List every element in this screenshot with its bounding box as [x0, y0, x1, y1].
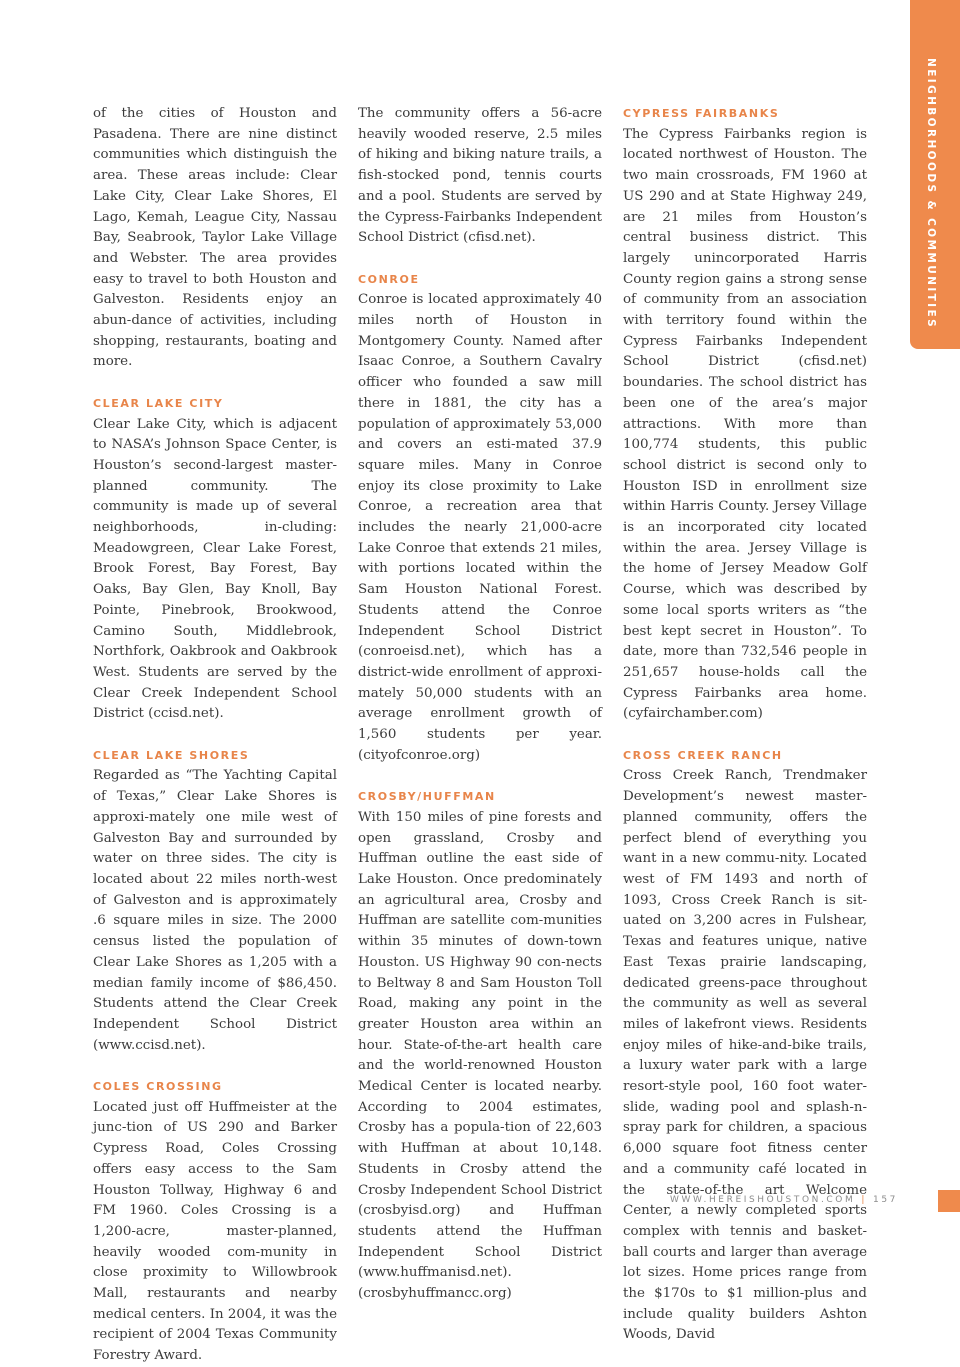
section-clear-lake-shores	[93, 746, 337, 1057]
section-body: The Cypress Fairbanks region is located northwest of Houston. The two main crossroads, FM 1960 at US 290 and at State Highway 249, are 21 miles from Houston’s central business district. This largely unincorporated Harris County region gains a strong sense of community from an association with territory found within the Cypress Fairbanks Independent School District (cfisd.net) boundaries. The school district has been one of the area’s major attractions. With more than 100,774 students, this public school district is second only to Houston ISD in enrollment size within Harris County. Jersey Village is an incorporated city located within the area. Jersey Village is the home of Jersey Meadow Golf Course, which was described by some local sports writers as “the best kept secret in Houston”. To date, more than 732,546 people in 251,657 house-holds call the Cypress Fairbanks area home. (cyfairchamber.com)	[623, 126, 867, 722]
text-column-1	[93, 104, 337, 1367]
section-coles-crossing	[93, 1077, 337, 1367]
section-heading: CLEAR LAKE CITY	[93, 396, 224, 410]
section-heading: CONROE	[358, 272, 420, 286]
text-column-2	[358, 104, 602, 1305]
intro-paragraph: The community offers a 56-acre heavily wooded reserve, 2.5 miles of hiking and biking nature trails, a fish-stocked pond, tennis courts and a pool. Students are served by the Cypress-Fairbanks Independent School District (cfisd.net).	[358, 106, 602, 246]
footer-separator: |	[861, 1195, 868, 1205]
intro-paragraph: of the cities of Houston and Pasadena. There are nine distinct communities which distinguish the area. These areas include: Clear Lake City, Clear Lake Shores, El Lago, Kemah, League City, Nassau Bay, Seabrook, Taylor Lake Village and Webster. The area provides easy to travel to both Houston and Galveston. Residents enjoy an abun-dance of activities, including shopping, restaurants, boating and more.	[93, 106, 337, 370]
section-tab-label: NEIGHBORHOODS & COMMUNITIES	[925, 58, 937, 330]
section-conroe	[358, 270, 602, 767]
section-body: Cross Creek Ranch, Trendmaker Development’s newest master-planned community, offers the perfect blend of everything you want in a new commu-nity. Located west of FM 1493 and north of 1093, Cross Creek Ranch is sit-uated on 3,200 acres in Fulshear, Texas and features unique, native East Texas prairie landscaping, dedicated greens-pace throughout the community as well as several miles of lakefront views. Residents enjoy miles of hike-and-bike trails, a luxury water park with a large resort-style pool, 160 foot water-slide, wading pool and splash-n-spray park for children, a spacious 6,000 square foot fitness center and a community café located in the state-of-the art Welcome Center, a newly completed sports complex with tennis and basket-ball courts and larger than average lot sizes. Home prices range from the $170s to $1 million-plus and include quality builders Ashton Woods, David	[623, 768, 867, 1343]
section-body: Regarded as “The Yachting Capital of Texas,” Clear Lake Shores is approxi-mately one mile west of Galveston Bay and surrounded by water on three sides. The city is located about 22 miles north-west of Galveston and is approximately .6 square miles in size. The 2000 census listed the population of Clear Lake Shores as 1,205 with a median family income of $86,450. Students attend the Clear Creek Independent School District (www.ccisd.net).	[93, 768, 337, 1053]
section-body: Located just off Huffmeister at the junc-tion of US 290 and Barker Cypress Road, Coles Crossing offers easy access to the Sam Houston Tollway, Highway 6 and FM 1960. Coles Crossing is a 1,200-acre, master-planned, heavily wooded com-munity in close proximity to Willowbrook Mall, restaurants and nearby medical centers. In 2004, it was the recipient of 2004 Texas Community Forestry Award.	[93, 1099, 337, 1364]
section-body: Clear Lake City, which is adjacent to NASA’s Johnson Space Center, is Houston’s second-largest master-planned community. The community is made up of several neighborhoods, in-cluding: Meadowgreen, Clear Lake Forest, Brook Forest, Bay Forest, Bay Oaks, Bay Glen, Bay Knoll, Bay Pointe, Pinebrook, Brookwood, Camino South, Middlebrook, Northfork, Oakbrook and Oakbrook West. Students are served by the Clear Creek Independent School District (ccisd.net).	[93, 416, 337, 722]
section-body: Conroe is located approximately 40 miles north of Houston in Montgomery County. Named after Isaac Conroe, a Southern Cavalry officer who founded a saw mill there in 1881, the city has a population of approximately 53,000 and covers an esti-mated 37.9 square miles. Many in Conroe enjoy its close proximity to Lake Conroe, a recreation area that includes the nearly 21,000-acre Lake Conroe that extends 21 miles, with portions located within the Sam Houston National Forest. Students attend the Conroe Independent School District (conroeisd.net), which has a district-wide enrollment of approxi-mately 50,000 students with an average enrollment growth of 1,560 students per year. (cityofconroe.org)	[358, 292, 602, 763]
text-column-3	[623, 104, 867, 1346]
section-crosby-huffman	[358, 787, 602, 1305]
section-heading: CYPRESS FAIRBANKS	[623, 107, 780, 120]
page-corner-tab	[938, 1190, 960, 1212]
page-number: 157	[873, 1195, 898, 1205]
section-heading: CROSS CREEK RANCH	[623, 748, 783, 762]
section-cypress-fairbanks	[623, 104, 867, 725]
section-body: With 150 miles of pine forests and open grassland, Crosby and Huffman outline the east side of Lake Houston. Once predominately an agricultural area, Crosby and Huffman are satellite com-munities within 35 minutes of down-town Houston. US Highway 90 con-nects to Beltway 8 and Sam Houston Toll Road, making any point in the greater Houston area within an hour. State-of-the-art health care and the world-renowned Houston Medical Center is located nearby. According to 2004 estimates, Crosby has a popula-tion of 22,603 with Huffman at about 10,148. Students in Crosby attend the Crosby Independent School District (crosbyisd.org) and Huffman students attend the Huffman Independent School District (www.huffmanisd.net). (crosbyhuffmancc.org)	[358, 809, 602, 1302]
page-footer	[670, 1195, 898, 1205]
section-heading: COLES CROSSING	[93, 1080, 223, 1093]
section-cross-creek-ranch	[623, 746, 867, 1346]
section-clear-lake-city	[93, 394, 337, 725]
section-heading: CROSBY/HUFFMAN	[358, 790, 496, 804]
website-link[interactable]: WWW.HEREISHOUSTON.COM	[670, 1195, 856, 1205]
section-heading: CLEAR LAKE SHORES	[93, 748, 250, 762]
